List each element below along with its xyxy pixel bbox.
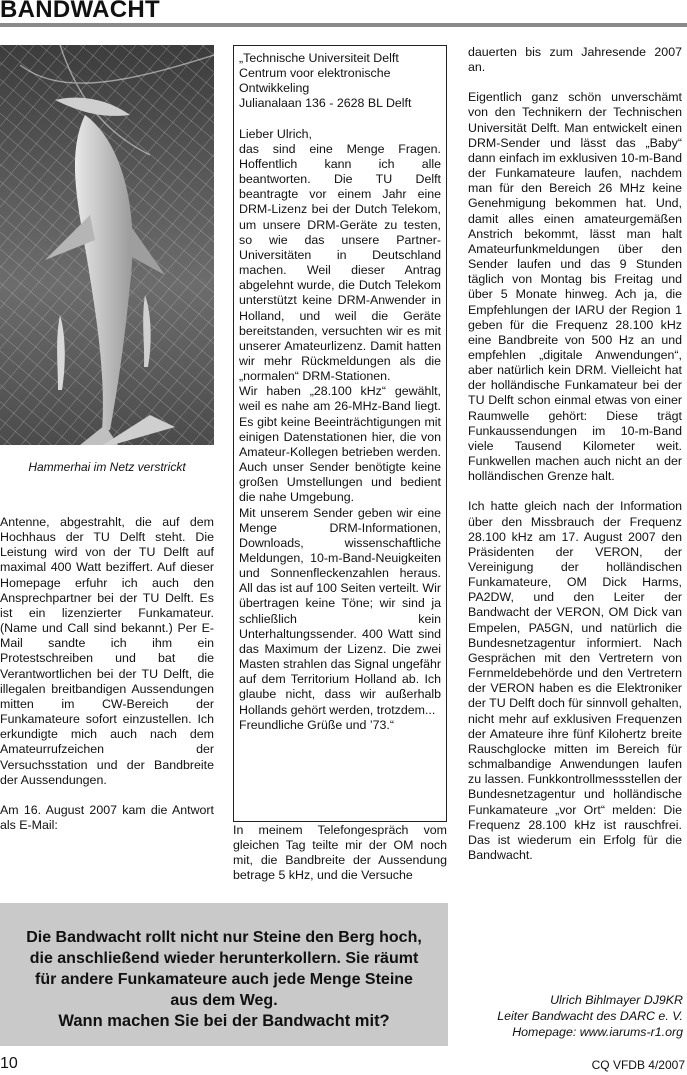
letter-address-line: Julianalaan 136 - 2628 BL Delft (239, 96, 412, 111)
author-role: Leiter Bandwacht des DARC e. V. (497, 1009, 683, 1023)
callout-line: aus dem Weg. (170, 992, 278, 1009)
photo-caption: Hammerhai im Netz verstrickt (28, 460, 186, 474)
column-right (468, 45, 682, 863)
author-signature (440, 992, 683, 1040)
letter-greeting: Lieber Ulrich, (239, 126, 312, 141)
callout-line: die anschließend wieder herunterkollern. Sie räumt (29, 950, 419, 967)
letter-paragraph: Wir haben „28.100 kHz“ gewählt, weil es nahe am 26-MHz-Band liegt. Es gibt keine Beeinträchtigungen mit einigen Datenstationen hier, die von Amateur-Kollegen betrieben werden. Auch unser Sender benötigte keine großen Umstellungen und bedient die nahe Umgebung. (239, 384, 441, 505)
author-homepage: Homepage: www.iarums-r1.org (512, 1025, 683, 1039)
letter-address-line: Centrum voor elektronische (239, 66, 391, 81)
letter-paragraph: Mit unserem Sender geben wir eine Menge DRM-Informationen, Downloads, wissenschaftliche Meldungen, 10-m-Band-Neuigkeiten und Sonnenfleckenzahlen heraus. All das ist auf 100 Seiten verteilt. Wir übertragen keine Töne; wir sind ja schließlich kein Unterhaltungssender. 400 Watt sind das Maximum der Lizenz. Die zwei Masten strahlen das Signal ungefähr auf dem Territorium Holland ab. Ich glaube nicht, dass wir außerhalb Hollands gehört werden, trotzdem... (239, 505, 441, 717)
callout-box (0, 903, 448, 1046)
author-name: Ulrich Bihlmayer DJ9KR (550, 993, 683, 1007)
paragraph: dauerten bis zum Jahresende 2007 an. (468, 45, 682, 75)
shark-net-illustration (0, 45, 214, 445)
title-rule (0, 23, 687, 27)
column-middle-text (233, 823, 447, 884)
letter-address-line: Ontwikkeling (239, 81, 310, 96)
callout-question: Wann machen Sie bei der Bandwacht mit? (58, 1012, 390, 1030)
page-number: 10 (0, 1055, 18, 1072)
section-title: BANDWACHT (0, 0, 161, 23)
letter-closing: Freundliche Grüße und ’73.“ (239, 717, 394, 732)
paragraph: Ich hatte gleich nach der Information über den Missbrauch der Frequenz 28.100 kHz am 17. August 2007 den Präsidenten der VERON, der Vereinigung der holländischen Funkamateure, OM Dick Harms, PA2DW, und den Leiter der Bandwacht der VERON, OM Dick van Empelen, PA5GN, und natürlich die Bundesnetzagentur informiert. Nach Gesprächen mit den Vertretern von Fernmeldebehörde und den Vertretern der VERON haben es die Elektroniker der TU Delft doch für sinnvoll gehalten, nicht mehr auf exklusiven Frequenzen der Amateure ihre fünf Kilohertz breite Rauschglocke mitten im Bereich für schmalbandige Anwendungen laufen zu lassen. Funkkontrollmessstellen der Bundesnetzagentur und holländische Funkamateure „vor Ort“ melden: Die Frequenz 28.100 kHz ist rauschfrei. Das ist wiederum ein Erfolg für die Bandwacht. (468, 499, 682, 862)
paragraph: In meinem Telefongespräch vom gleichen Tag teilte mir der OM noch mit, die Bandbreite der Aussendung betrage 5 kHz, und die Versuche (233, 823, 447, 883)
paragraph: Eigentlich ganz schön unverschämt von den Technikern der Technischen Universität Delft. Man entwickelt einen DRM-Sender und lässt das „Baby“ dann einfach im exklusiven 10-m-Band der Funkamateure laufen, nachdem man für den Bereich 26 MHz keine Genehmigung bekommen hat. Und, damit alles einen amateurgemäßen Anstrich bekommt, lässt man halt Amateurfunkmeldungen über den Sender laufen und das 9 Stunden täglich von Montag bis Freitag und über 5 Monate hinweg. Ach ja, die Empfehlungen der IARU der Region 1 geben für die Frequenz 28.100 kHz eine Bandbreite von 500 Hz an und empfehlen „digitale Anwendungen“, aber natürlich kein DRM. Vielleicht hat der holländische Funkamateur bei der TU Delft schon einmal etwas von einer Raumwelle gehört: Diese trägt Funkaussendungen im 10-m-Band viele Tausend Kilometer weit. Funkwellen machen auch nicht an der holländischen Grenze halt. (468, 90, 682, 484)
column-left (0, 515, 214, 833)
paragraph: Antenne, abgestrahlt, die auf dem Hochhaus der TU Delft steht. Die Leistung wird von der TU Delft auf maximal 400 Watt beziffert. Auf dieser Homepage erfuhr ich auch den Ansprechpartner bei der TU Delft. Es ist ein lizenzierter Funkamateur. (Name und Call sind bekannt.) Per E-Mail sandte ich ihm ein Protestschreiben und bat die Verantwortlichen bei der TU Delft, die illegalen breitbandigen Aussendungen mitten im CW-Bereich der Funkamateure sofort einzustellen. Ich erkundigte mich auch nach dem Amateurrufzeichen der Versuchsstation und der Bandbreite der Aussendungen. (0, 515, 214, 787)
email-quote-box (233, 45, 447, 822)
issue-label: CQ VFDB 4/2007 (591, 1058, 685, 1072)
paragraph: Am 16. August 2007 kam die Antwort als E-Mail: (0, 802, 214, 832)
callout-line: für andere Funkamateure auch jede Menge Steine (35, 971, 413, 988)
letter-paragraph: das sind eine Menge Fragen. Hoffentlich kann ich alle beantworten. Die TU Delft beantragte vor einem Jahr eine DRM-Lizenz bei der Dutch Telekom, um unsere DRM-Geräte zu testen, so wie das unsere Partner-Universitäten in Deutschland machen. Weil dieser Antrag abgelehnt wurde, die Dutch Telekom unterstützt keine DRM-Anwender in Holland, und weil die Geräte bereitstanden, versuchten wir es mit unserer Amateurlizenz. Damit hatten wir mehr Rückmeldungen als die „normalen“ DRM-Stationen. (239, 141, 441, 384)
letter-address-line: „Technische Universiteit Delft (239, 51, 399, 65)
callout-line: Die Bandwacht rollt nicht nur Steine den Berg hoch, (26, 929, 422, 946)
page-footer (0, 1055, 687, 1075)
hammerhead-shark-photo (0, 45, 214, 445)
